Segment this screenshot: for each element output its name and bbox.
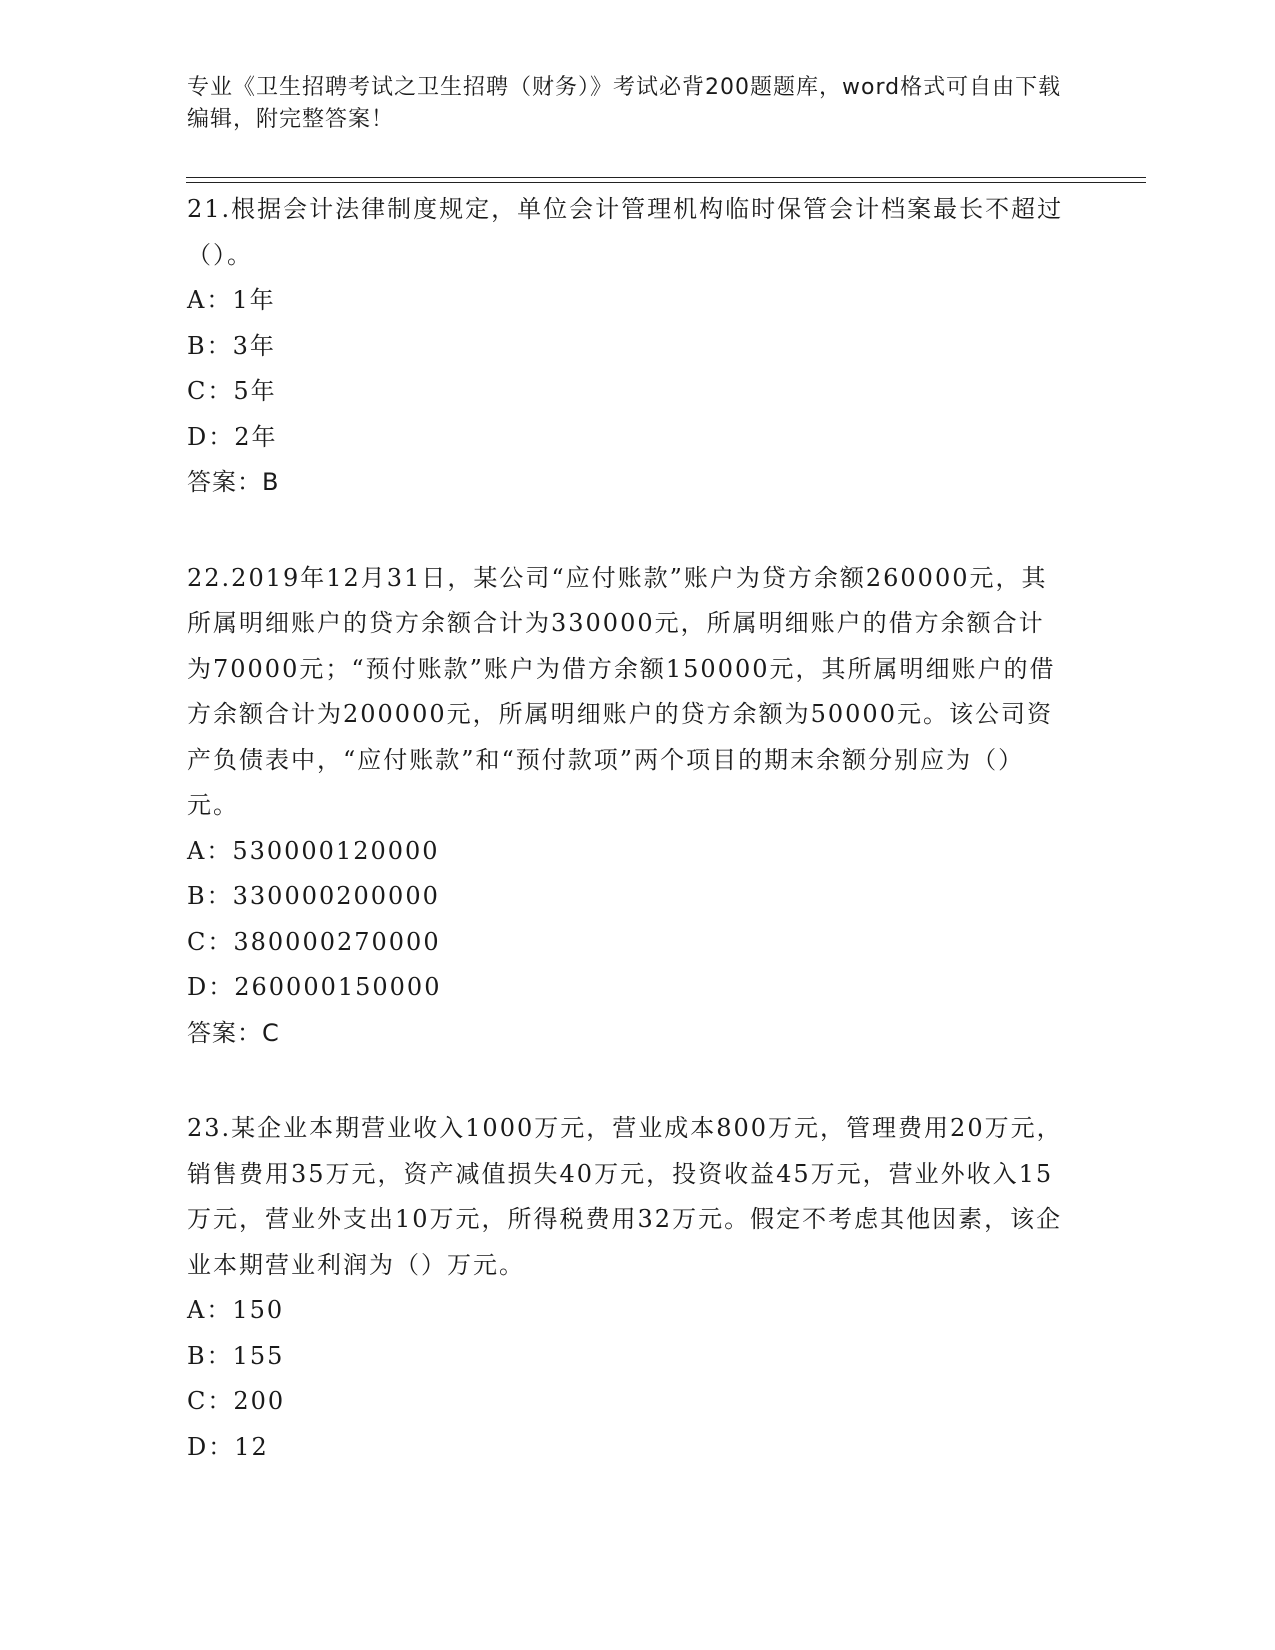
option-d: D：260000150000 [187,973,442,1001]
question-list [187,187,1067,1520]
option-a: A：530000120000 [187,836,440,865]
question-text: 21.根据会计法律制度规定，单位会计管理机构临时保管会计档案最长不超过（）。 [187,195,1064,269]
question-text: 23.某企业本期营业收入1000万元，营业成本800万元，管理费用20万元，销售费用35万元，资产减值损失40万元，投资收益45万元，营业外收入15万元，营业外支出10万元，所得税费用32万元。假定不考虑其他因素，该企业本期营业利润为（）万元。 [187,1114,1063,1279]
option-b: B：330000200000 [187,882,440,910]
option-d: D：12 [187,1432,269,1461]
option-b: B：155 [187,1341,285,1370]
question-text: 22.2019年12月31日，某公司“应付账款”账户为贷方余额260000元，其所属明细账户的贷方余额合计为330000元，所属明细账户的借方余额合计为70000元；“预付账款”账户为借方余额150000元，其所属明细账户的借方余额合计为200000元，所属明细账户的贷方余额为50000元。该公司资产负债表中，“应付账款”和“预付款项”两个项目的期末余额分别应为（）元。 [187,563,1056,819]
option-a: A：1年 [187,286,276,314]
header-rule-bottom [186,182,1146,183]
question-23 [187,1106,1067,1470]
header-rule-top [186,177,1146,178]
document-header: 专业《卫生招聘考试之卫生招聘（财务）》考试必背200题题库，word格式可自由下载编辑，附完整答案！ [187,75,1062,132]
option-a: A：150 [187,1296,285,1324]
question-21 [187,187,1067,506]
answer-line: 答案：C [187,1018,280,1047]
option-c: C：380000270000 [187,927,441,956]
question-22 [187,556,1067,1057]
option-b: B：3年 [187,331,276,360]
option-c: C：200 [187,1387,286,1415]
option-d: D：2年 [187,422,278,451]
answer-line: 答案：B [187,468,280,496]
option-c: C：5年 [187,377,277,405]
